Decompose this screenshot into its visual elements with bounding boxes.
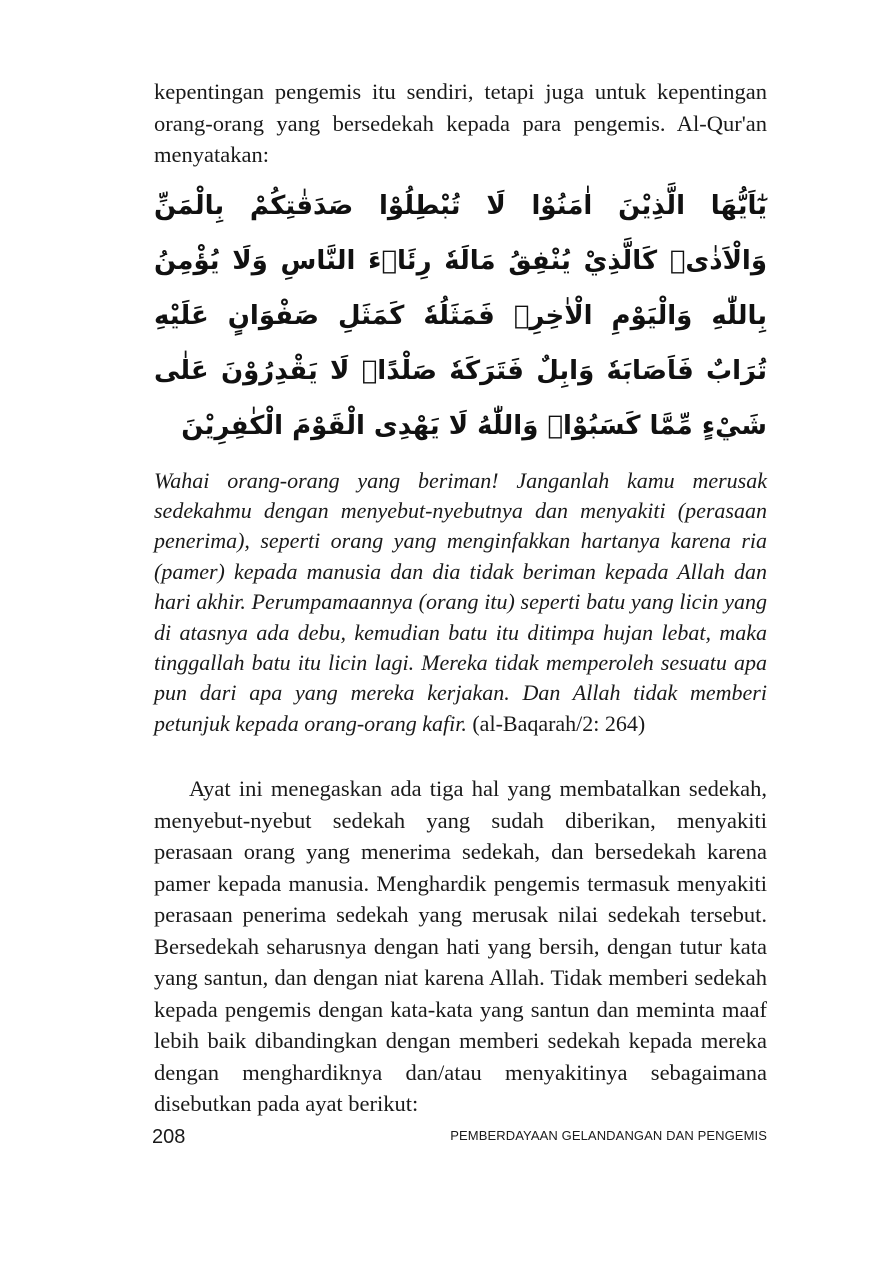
quran-verse-arabic: يٰٓاَيُّهَا الَّذِيْنَ اٰمَنُوْا لَا تُبْطِلُوْا صَدَقٰتِكُمْ بِالْمَنِّ وَالْاَذٰىۙ كَالَّذِيْ يُنْفِقُ مَالَهٗ رِئَاۤءَ النَّاسِ وَلَا يُؤْمِنُ بِاللّٰهِ وَالْيَوْمِ الْاٰخِرِۗ فَمَثَلُهٗ كَمَثَلِ صَفْوَانٍ عَلَيْهِ تُرَابٌ فَاَصَابَهٗ وَابِلٌ فَتَرَكَهٗ صَلْدًاۗ لَا يَقْدِرُوْنَ عَلٰى شَيْءٍ مِّمَّا كَسَبُوْاۗ وَاللّٰهُ لَا يَهْدِى الْقَوْمَ الْكٰفِرِيْنَ (154, 190, 767, 441)
verse-reference: (al-Baqarah/2: 264) (466, 710, 646, 736)
page-number: 208 (152, 1126, 186, 1148)
intro-paragraph: kepentingan pengemis itu sendiri, tetapi juga untuk kepentingan orang-orang yang bersedekah kepada para pengemis. Al-Qur'an menyatakan: (154, 79, 767, 167)
body-paragraph: Ayat ini menegaskan ada tiga hal yang membatalkan sedekah, menyebut-nyebut sedekah yang sudah diberikan, menyakiti perasaan orang yang menerima sedekah, dan bersedekah karena pamer kepada manusia. Menghardik pengemis termasuk menyakiti perasaan penerima sedekah yang merusak nilai sedekah tersebut. Bersedekah seharusnya dengan hati yang bersih, dengan tutur kata yang santun, dan dengan niat karena Allah. Tidak memberi sedekah kepada pengemis dengan kata-kata yang santun dan meminta maaf lebih baik dibandingkan dengan memberi sedekah kepada mereka dengan menghardiknya dan/atau menyakitinya sebagaimana disebutkan pada ayat berikut: (154, 776, 767, 1117)
page-content (154, 76, 767, 1120)
running-title: PEMBERDAYAAN GELANDANGAN DAN PENGEMIS (450, 1128, 767, 1143)
page-footer (152, 1122, 767, 1152)
verse-translation (154, 466, 767, 740)
translation-text: Wahai orang-orang yang beriman! Janganlah kamu merusak sedekahmu dengan menyebut-nyebutnya dan menyakiti (perasaan penerima), seperti orang yang menginfakkan hartanya karena ria (pamer) kepada manusia dan dia tidak beriman kepada Allah dan hari akhir. Perumpamaannya (orang itu) seperti batu yang licin yang di atasnya ada debu, kemudian batu itu ditimpa hujan lebat, maka tinggallah batu itu licin lagi. Mereka tidak memperoleh sesuatu apa pun dari apa yang mereka kerjakan. Dan Allah tidak memberi petunjuk kepada orang-orang kafir. (154, 467, 767, 736)
